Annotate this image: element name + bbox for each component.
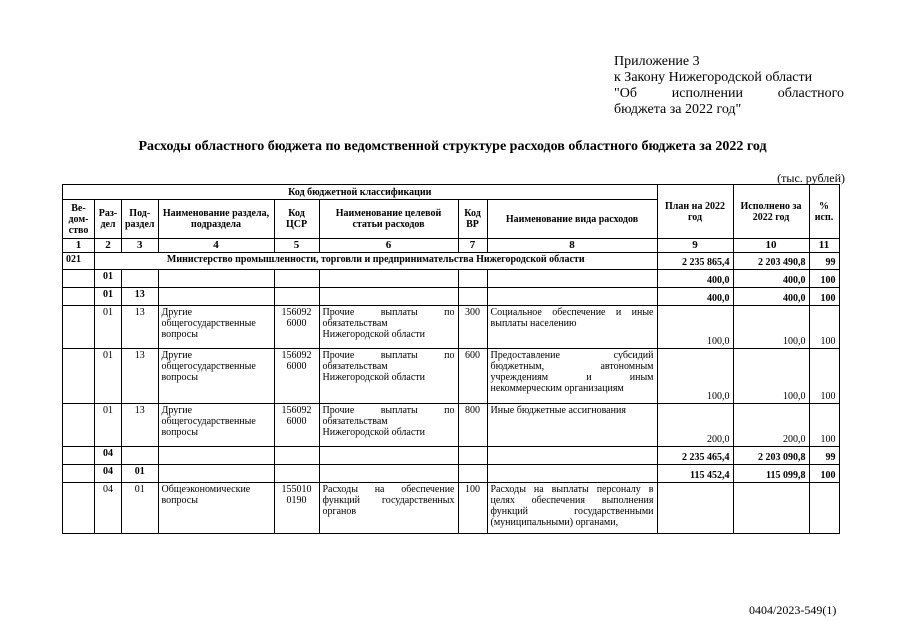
razdel-name-cell: Другие общегосударственные вопросы [158,306,274,349]
razdel-cell: 01 [95,404,122,447]
plan-cell: 2 235 465,4 [657,447,733,465]
table-row [63,270,840,288]
appendix-word: исполнении [671,86,743,101]
appendix-block [614,54,844,118]
empty-cell [319,288,458,306]
vr-name-header: Наименование вида расходов [487,200,657,239]
razdel-name-cell: Общеэкономические вопросы [158,483,274,534]
col-number: 3 [122,239,159,253]
units-label: (тыс. рублей) [777,171,845,185]
empty-cell [487,270,657,288]
plan-cell: 2 235 865,4 [657,253,733,270]
col-number: 8 [487,239,657,253]
podrazdel-header: Под-раздел [122,200,159,239]
vr-cell: 100 [458,483,487,534]
table-row [63,306,840,349]
empty-cell [657,483,733,534]
razdel-header: Раз-дел [95,200,122,239]
col-number: 1 [63,239,95,253]
empty-cell [733,483,809,534]
done-cell: 200,0 [733,404,809,447]
podrazdel-cell [122,447,159,465]
header-row [63,185,840,200]
csr-name-header: Наименование целевой статьи расходов [319,200,458,239]
appendix-line [614,86,844,102]
pct-cell: 99 [809,447,839,465]
razdel-cell: 01 [95,349,122,404]
done-cell: 400,0 [733,270,809,288]
empty-cell [274,270,319,288]
empty-cell [63,483,95,534]
col-number: 5 [274,239,319,253]
empty-cell [319,465,458,483]
plan-cell: 400,0 [657,288,733,306]
done-cell: 2 203 090,8 [733,447,809,465]
pct-cell: 100 [809,306,839,349]
pct-cell: 100 [809,465,839,483]
done-cell: 115 099,8 [733,465,809,483]
table-row [63,349,840,404]
empty-cell [274,447,319,465]
table-row [63,447,840,465]
vr-name-cell: Расходы на выплаты персоналу в целях обеспечения выполнения функций государственными (муниципальными) органами, [487,483,657,534]
done-header: Исполнено за 2022 год [733,185,809,239]
podrazdel-cell: 01 [122,483,159,534]
razdel-cell: 01 [95,270,122,288]
empty-cell [158,270,274,288]
appendix-line: Приложение 3 [614,54,700,69]
podrazdel-cell: 13 [122,288,159,306]
done-cell: 400,0 [733,288,809,306]
plan-header: План на 2022 год [657,185,733,239]
podrazdel-cell: 01 [122,465,159,483]
col-number: 7 [458,239,487,253]
empty-cell [809,483,839,534]
csr-name-cell: Расходы на обеспечение функций государственных органов [319,483,458,534]
razdel-name-cell: Другие общегосударственные вопросы [158,404,274,447]
razdel-cell: 01 [95,306,122,349]
vr-cell: 300 [458,306,487,349]
empty-cell [319,270,458,288]
empty-cell [458,270,487,288]
empty-cell [458,447,487,465]
plan-cell: 400,0 [657,270,733,288]
ministry-row [63,253,840,270]
col-number: 9 [657,239,733,253]
vr-cell: 800 [458,404,487,447]
column-numbers-row [63,239,840,253]
document-number: 0404/2023-549(1) [749,603,837,617]
plan-cell: 100,0 [657,349,733,404]
empty-cell [63,404,95,447]
done-cell: 100,0 [733,306,809,349]
appendix-line: бюджета за 2022 год" [614,102,742,117]
done-cell: 100,0 [733,349,809,404]
csr-name-cell: Прочие выплаты по обязательствам Нижегородской области [319,306,458,349]
empty-cell [158,288,274,306]
appendix-word: областного [777,86,844,101]
razdel-name-cell: Другие общегосударственные вопросы [158,349,274,404]
razdel-cell: 04 [95,447,122,465]
table-row [63,465,840,483]
empty-cell [158,447,274,465]
podrazdel-cell [122,270,159,288]
pct-cell: 100 [809,404,839,447]
podrazdel-cell: 13 [122,404,159,447]
empty-cell [274,288,319,306]
csr-name-cell: Прочие выплаты по обязательствам Нижегородской области [319,404,458,447]
vr-name-cell: Иные бюджетные ассигнования [487,404,657,447]
col-number: 6 [319,239,458,253]
plan-cell: 200,0 [657,404,733,447]
empty-cell [63,349,95,404]
empty-cell [63,465,95,483]
appendix-word: "Об [614,86,637,101]
empty-cell [63,447,95,465]
ministry-name: Министерство промышленности, торговли и предпринимательства Нижегородской области [95,253,658,270]
csr-cell: 156092 6000 [274,306,319,349]
plan-cell: 100,0 [657,306,733,349]
csr-cell: 155010 0190 [274,483,319,534]
col-number: 11 [809,239,839,253]
csr-cell: 156092 6000 [274,349,319,404]
empty-cell [274,465,319,483]
empty-cell [158,465,274,483]
plan-cell: 115 452,4 [657,465,733,483]
col-number: 4 [158,239,274,253]
pct-cell: 100 [809,349,839,404]
budget-code-header: Код бюджетной классификации [63,185,658,200]
col-number: 2 [95,239,122,253]
razdel-cell: 04 [95,483,122,534]
vr-name-cell: Предоставление субсидий бюджетным, автономным учреждениям и иным некоммерческим организациям [487,349,657,404]
csr-header: Код ЦСР [274,200,319,239]
razdel-cell: 04 [95,465,122,483]
razdel-name-header: Наименование раздела, подраздела [158,200,274,239]
col-number: 10 [733,239,809,253]
csr-name-cell: Прочие выплаты по обязательствам Нижегородской области [319,349,458,404]
table-row [63,404,840,447]
empty-cell [458,465,487,483]
podrazdel-cell: 13 [122,349,159,404]
table-row [63,483,840,534]
csr-cell: 156092 6000 [274,404,319,447]
empty-cell [63,288,95,306]
razdel-cell: 01 [95,288,122,306]
ministry-code: 021 [63,253,95,270]
empty-cell [63,306,95,349]
podrazdel-cell: 13 [122,306,159,349]
pct-header: % исп. [809,185,839,239]
empty-cell [487,288,657,306]
pct-cell: 100 [809,288,839,306]
expenses-table [62,184,840,534]
pct-cell: 100 [809,270,839,288]
done-cell: 2 203 490,8 [733,253,809,270]
empty-cell [487,465,657,483]
table-row [63,288,840,306]
page-title: Расходы областного бюджета по ведомственной структуре расходов областного бюджета за 2022 год [138,139,767,154]
empty-cell [63,270,95,288]
empty-cell [319,447,458,465]
empty-cell [487,447,657,465]
pct-cell: 99 [809,253,839,270]
vr-header: Код ВР [458,200,487,239]
vedomstvo-header: Ве-дом-ство [63,200,95,239]
vr-name-cell: Социальное обеспечение и иные выплаты населению [487,306,657,349]
vr-cell: 600 [458,349,487,404]
appendix-line: к Закону Нижегородской области [614,70,813,85]
empty-cell [458,288,487,306]
